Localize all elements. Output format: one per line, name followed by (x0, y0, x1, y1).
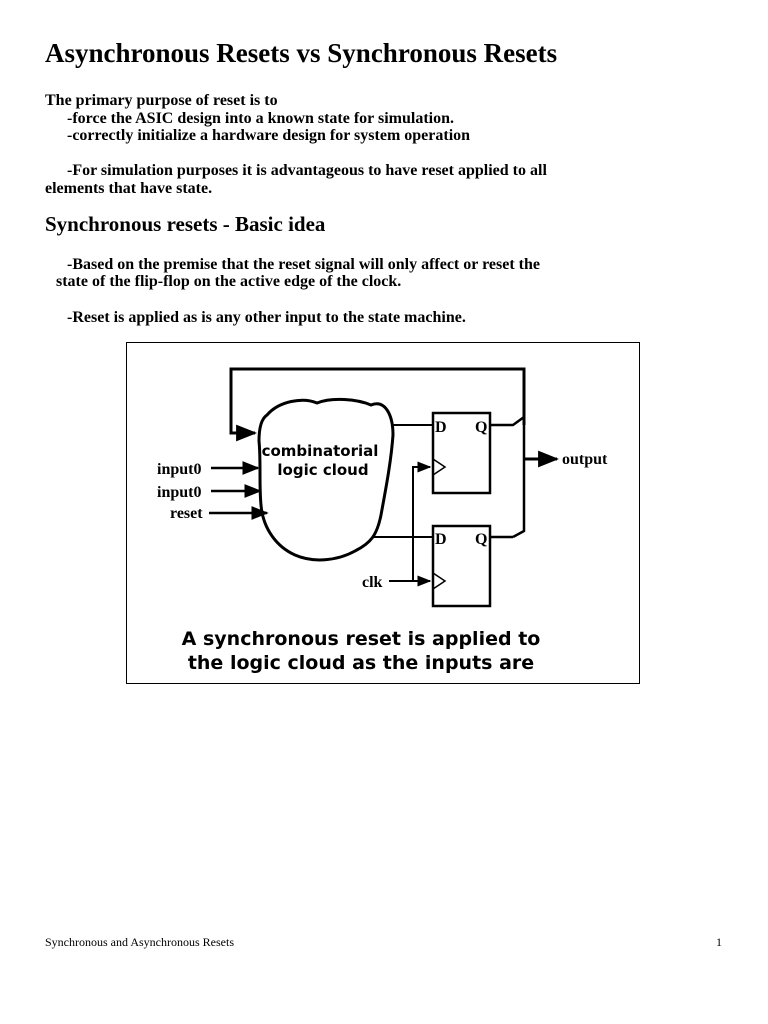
intro-line-4: -For simulation purposes it is advantageous to have reset applied to all (67, 162, 547, 179)
reset-label: reset (170, 505, 203, 522)
footer-title: Synchronous and Asynchronous Resets (45, 935, 234, 949)
ff2-d-label: D (435, 531, 447, 548)
ff1-q-wire (490, 417, 524, 425)
cloud-label-line-2: logic cloud (277, 461, 369, 479)
caption-line-2: the logic cloud as the inputs are (187, 652, 535, 674)
ff1-q-label: Q (475, 419, 488, 436)
clk-label: clk (362, 574, 383, 591)
input0-b-label: input0 (157, 484, 202, 501)
page-number: 1 (716, 935, 722, 949)
section-line-3: -Reset is applied as is any other input to the state machine. (67, 309, 466, 326)
feedback-wire-q2 (513, 425, 524, 537)
circuit-diagram (126, 342, 640, 684)
section-heading: Synchronous resets - Basic idea (45, 212, 326, 236)
intro-line-3: -correctly initialize a hardware design for system operation (67, 127, 471, 144)
clk-branch-wire (413, 467, 430, 581)
logic-cloud-shape (259, 399, 393, 560)
ff2-q-label: Q (475, 531, 488, 548)
intro-line-5: elements that have state. (45, 180, 213, 197)
intro-line-1: The primary purpose of reset is to (45, 92, 278, 109)
section-line-2: state of the flip-flop on the active edge of the clock. (56, 273, 402, 290)
intro-line-2: -force the ASIC design into a known state for simulation. (67, 110, 454, 127)
input0-a-label: input0 (157, 461, 202, 478)
page-title: Asynchronous Resets vs Synchronous Resets (45, 38, 558, 68)
ff1-d-label: D (435, 419, 447, 436)
cloud-label-line-1: combinatorial (261, 442, 379, 460)
circuit-diagram-svg (127, 343, 639, 683)
section-line-1: -Based on the premise that the reset signal will only affect or reset the (67, 256, 540, 273)
caption-line-1: A synchronous reset is applied to (181, 628, 541, 650)
output-label: output (562, 451, 608, 468)
